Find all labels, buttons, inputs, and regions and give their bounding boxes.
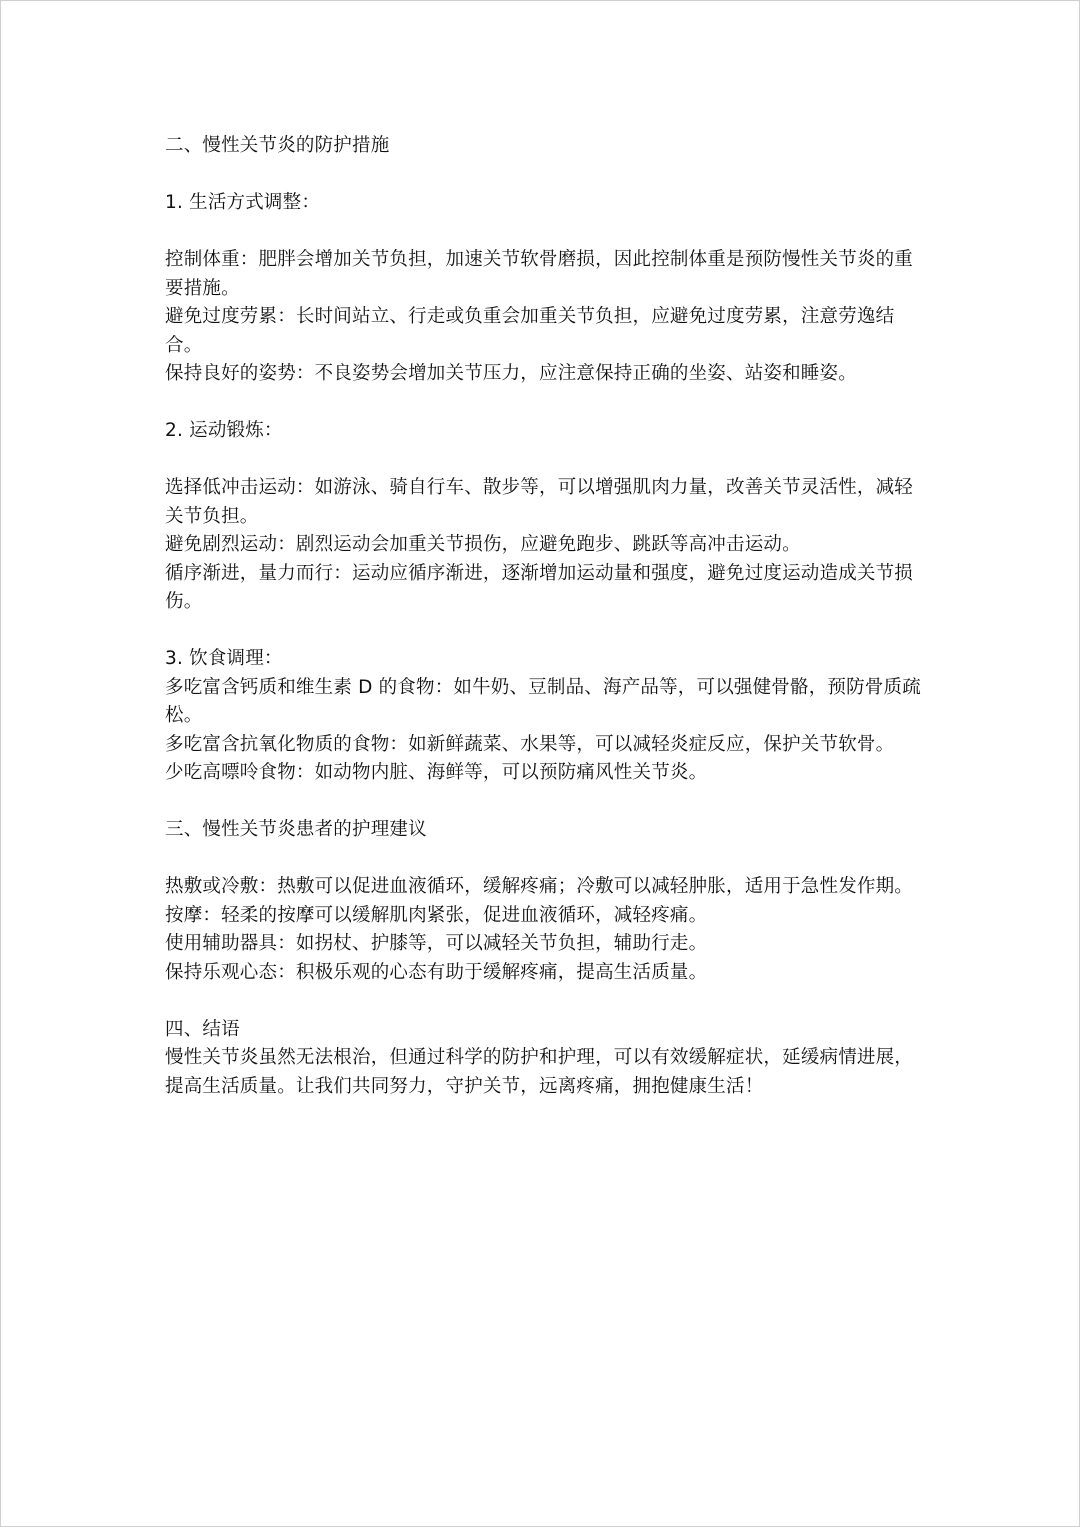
paragraph: 循序渐进，量力而行：运动应循序渐进，逐渐增加运动量和强度，避免过度运动造成关节损伤。 [165,562,914,612]
section-heading: 三、慢性关节炎患者的护理建议 [165,819,427,840]
paragraph: 热敷或冷敷：热敷可以促进血液循环，缓解疼痛；冷敷可以减轻肿胀，适用于急性发作期。 [165,876,914,897]
paragraph: 控制体重：肥胖会增加关节负担，加速关节软骨磨损，因此控制体重是预防慢性关节炎的重要措施。 [165,249,914,299]
spacer [165,845,921,874]
paragraph: 保持良好的姿势：不良姿势会增加关节压力，应注意保持正确的坐姿、站姿和睡姿。 [165,363,857,384]
paragraph: 多吃富含抗氧化物质的食物：如新鲜蔬菜、水果等，可以减轻炎症反应，保护关节软骨。 [165,733,895,755]
section-heading: 四、结语 [165,1018,240,1040]
document-content [165,132,921,1101]
subsection-heading: 1. 生活方式调整： [165,192,321,213]
paragraph: 多吃富含钙质和维生素 D 的食物：如牛奶、豆制品、海产品等，可以强健骨骼，预防骨质疏松。 [165,676,921,726]
spacer [165,788,921,817]
paragraph: 避免剧烈运动：剧烈运动会加重关节损伤，应避免跑步、跳跃等高冲击运动。 [165,534,801,555]
paragraph: 少吃高嘌呤食物：如动物内脏、海鲜等，可以预防痛风性关节炎。 [165,762,708,783]
paragraph: 使用辅助器具：如拐杖、护膝等，可以减轻关节负担，辅助行走。 [165,933,708,954]
spacer [165,161,921,190]
spacer [165,389,921,418]
section-heading: 二、慢性关节炎的防护措施 [165,135,390,156]
spacer [165,218,921,247]
subsection-heading: 3. 饮食调理： [165,648,283,669]
paragraph: 保持乐观心态：积极乐观的心态有助于缓解疼痛，提高生活质量。 [165,961,708,983]
paragraph: 慢性关节炎虽然无法根治，但通过科学的防护和护理，可以有效缓解症状，延缓病情进展，提高生活质量。让我们共同努力，守护关节，远离疼痛，拥抱健康生活！ [165,1047,914,1097]
spacer [165,446,921,475]
spacer [165,617,921,646]
paragraph: 避免过度劳累：长时间站立、行走或负重会加重关节负担，应避免过度劳累，注意劳逸结合。 [165,306,895,356]
paragraph: 按摩：轻柔的按摩可以缓解肌肉紧张，促进血液循环，减轻疼痛。 [165,904,708,926]
spacer [165,987,921,1016]
paragraph: 选择低冲击运动：如游泳、骑自行车、散步等，可以增强肌肉力量，改善关节灵活性，减轻关节负担。 [165,477,914,527]
subsection-heading: 2. 运动锻炼： [165,420,283,441]
